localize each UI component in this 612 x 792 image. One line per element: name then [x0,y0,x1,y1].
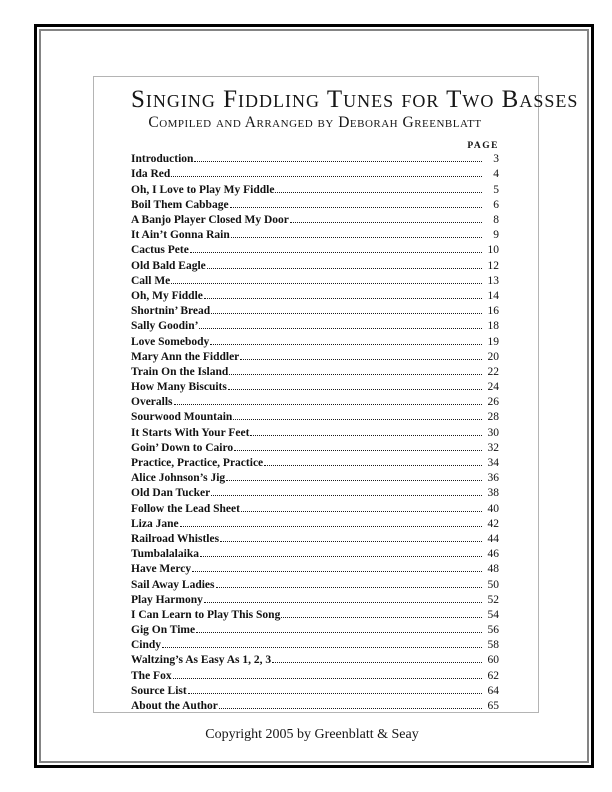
toc-leader-dots [231,237,482,238]
toc-leader-dots [194,161,482,162]
toc-leader-dots [264,465,482,466]
toc-row [131,380,499,395]
toc-page-number: 64 [487,684,499,697]
toc-page-number: 4 [493,168,499,181]
toc-entry-title: It Ain’t Gonna Rain [131,229,230,242]
toc-page-number: 14 [487,289,499,302]
toc-entry-title: Follow the Lead Sheet [131,502,240,515]
toc-leader-dots [204,298,482,299]
toc-page-number: 52 [487,593,499,606]
toc-row [131,456,499,471]
toc-row [131,289,499,304]
toc-entry-title: Call Me [131,274,171,287]
toc-page-number: 22 [487,365,499,378]
toc-row [131,152,499,167]
toc-entry-title: Train On the Island [131,365,229,378]
toc-page-number: 60 [487,654,499,667]
toc-entry-title: Shortnin’ Bread [131,305,211,318]
toc-row [131,593,499,608]
toc-row [131,274,499,289]
toc-entry-title: A Banjo Player Closed My Door [131,214,289,226]
toc-entry-title: Cindy [131,639,162,652]
toc-list [131,152,499,714]
toc-entry-title: Overalls [131,396,173,409]
toc-page-number: 62 [487,669,499,682]
toc-leader-dots [196,632,482,633]
toc-leader-dots [250,435,482,436]
toc-page-number: 9 [493,229,499,242]
toc-row [131,410,499,425]
toc-leader-dots [190,252,482,253]
toc-page-number: 12 [487,259,499,272]
toc-leader-dots [171,283,482,284]
toc-row [131,319,499,334]
toc-page-number: 8 [493,214,499,226]
toc-row [131,167,499,182]
book-title: Singing Fiddling Tunes for Two Basses [131,86,579,113]
toc-leader-dots [233,419,482,420]
toc-entry-title: How Many Biscuits [131,381,227,394]
toc-entry-title: Liza Jane [131,517,179,530]
toc-entry-title: Sourwood Mountain [131,411,233,424]
toc-entry-title: Ida Red [131,168,171,181]
toc-entry-title: Cactus Pete [131,244,189,257]
toc-entry-title: Tumbalalaika [131,548,199,561]
toc-leader-dots [219,708,482,709]
toc-page-number: 46 [487,548,499,561]
toc-entry-title: Alice Johnson’s Jig [131,472,226,485]
toc-row [131,623,499,638]
toc-leader-dots [240,359,482,360]
table-of-contents-box [93,76,579,713]
toc-row [131,213,499,228]
toc-entry-title: I Can Learn to Play This Song [131,608,281,621]
toc-page-number: 5 [493,183,499,196]
toc-entry-title: Source List [131,684,187,697]
toc-leader-dots [180,526,482,527]
toc-leader-dots [211,495,482,496]
toc-leader-dots [173,678,482,679]
toc-row [131,243,499,258]
toc-page-number: 58 [487,639,499,652]
toc-leader-dots [174,404,482,405]
toc-page-number: 38 [487,487,499,500]
page-column-label: PAGE [467,141,499,152]
toc-row [131,471,499,486]
toc-leader-dots [290,222,482,223]
toc-row [131,486,499,501]
toc-entry-title: Practice, Practice, Practice [131,457,264,469]
toc-row [131,259,499,274]
toc-row [131,562,499,577]
toc-leader-dots [192,571,482,572]
toc-row [131,578,499,593]
toc-page-number: 56 [487,624,499,637]
toc-row [131,350,499,365]
toc-page-number: 36 [487,472,499,485]
toc-leader-dots [199,328,482,329]
toc-page-number: 30 [487,426,499,439]
toc-page-number: 48 [487,563,499,576]
toc-leader-dots [272,662,482,663]
toc-leader-dots [234,450,482,451]
toc-row [131,183,499,198]
toc-entry-title: Goin’ Down to Cairo [131,441,234,454]
toc-page-number: 40 [487,502,499,515]
toc-leader-dots [220,541,482,542]
toc-row [131,653,499,668]
toc-leader-dots [230,207,482,208]
toc-entry-title: Old Dan Tucker [131,487,211,500]
toc-leader-dots [162,647,482,648]
toc-leader-dots [204,602,482,603]
toc-entry-title: Sail Away Ladies [131,578,215,591]
toc-entry-title: Boil Them Cabbage [131,198,229,211]
toc-page-number: 34 [487,457,499,469]
toc-entry-title: About the Author [131,700,218,712]
toc-row [131,426,499,441]
toc-page-number: 18 [487,320,499,333]
toc-page-number: 3 [493,153,499,166]
toc-page-number: 65 [487,700,499,712]
toc-row [131,699,499,714]
toc-entry-title: Waltzing’s As Easy As 1, 2, 3 [131,654,272,667]
toc-entry-title: Railroad Whistles [131,532,220,545]
toc-page-number: 24 [487,381,499,394]
toc-row [131,532,499,547]
toc-page-number: 44 [487,532,499,545]
toc-page-number: 6 [493,198,499,211]
toc-row [131,335,499,350]
toc-page-number: 16 [487,305,499,318]
toc-leader-dots [211,313,482,314]
toc-page-number: 10 [487,244,499,257]
toc-row [131,684,499,699]
toc-leader-dots [200,556,482,557]
toc-leader-dots [229,374,482,375]
toc-leader-dots [210,344,482,345]
toc-leader-dots [216,587,483,588]
toc-page-number: 32 [487,441,499,454]
book-subtitle: Compiled and Arranged by Deborah Greenblatt [148,114,482,132]
toc-row [131,608,499,623]
toc-row [131,198,499,213]
toc-entry-title: Introduction [131,153,194,166]
toc-entry-title: Sally Goodin’ [131,320,199,333]
toc-entry-title: Gig On Time [131,624,196,637]
toc-leader-dots [188,693,482,694]
toc-row [131,365,499,380]
toc-entry-title: Oh, I Love to Play My Fiddle [131,183,275,196]
toc-row [131,395,499,410]
toc-page-number: 26 [487,396,499,409]
toc-entry-title: Love Somebody [131,335,210,348]
toc-page-number: 19 [487,335,499,348]
copyright-line: Copyright 2005 by Greenblatt & Seay [205,727,419,742]
toc-entry-title: Mary Ann the Fiddler [131,350,240,363]
toc-entry-title: The Fox [131,669,172,682]
toc-leader-dots [281,617,482,618]
toc-leader-dots [207,268,482,269]
toc-row [131,669,499,684]
toc-page-number: 13 [487,274,499,287]
toc-row [131,441,499,456]
toc-row [131,517,499,532]
toc-leader-dots [171,176,482,177]
toc-page-number: 28 [487,411,499,424]
toc-leader-dots [226,480,482,481]
toc-entry-title: Have Mercy [131,563,192,576]
toc-page-number: 50 [487,578,499,591]
toc-row [131,228,499,243]
toc-leader-dots [241,511,482,512]
toc-page-number: 54 [487,608,499,621]
toc-leader-dots [275,192,482,193]
toc-row [131,547,499,562]
toc-row [131,502,499,517]
toc-row [131,638,499,653]
toc-entry-title: Oh, My Fiddle [131,289,203,302]
toc-entry-title: Old Bald Eagle [131,259,206,272]
toc-row [131,304,499,319]
toc-entry-title: It Starts With Your Feet [131,426,250,439]
toc-page-number: 42 [487,517,499,530]
toc-entry-title: Play Harmony [131,593,203,606]
toc-leader-dots [228,389,482,390]
toc-page-number: 20 [487,350,499,363]
